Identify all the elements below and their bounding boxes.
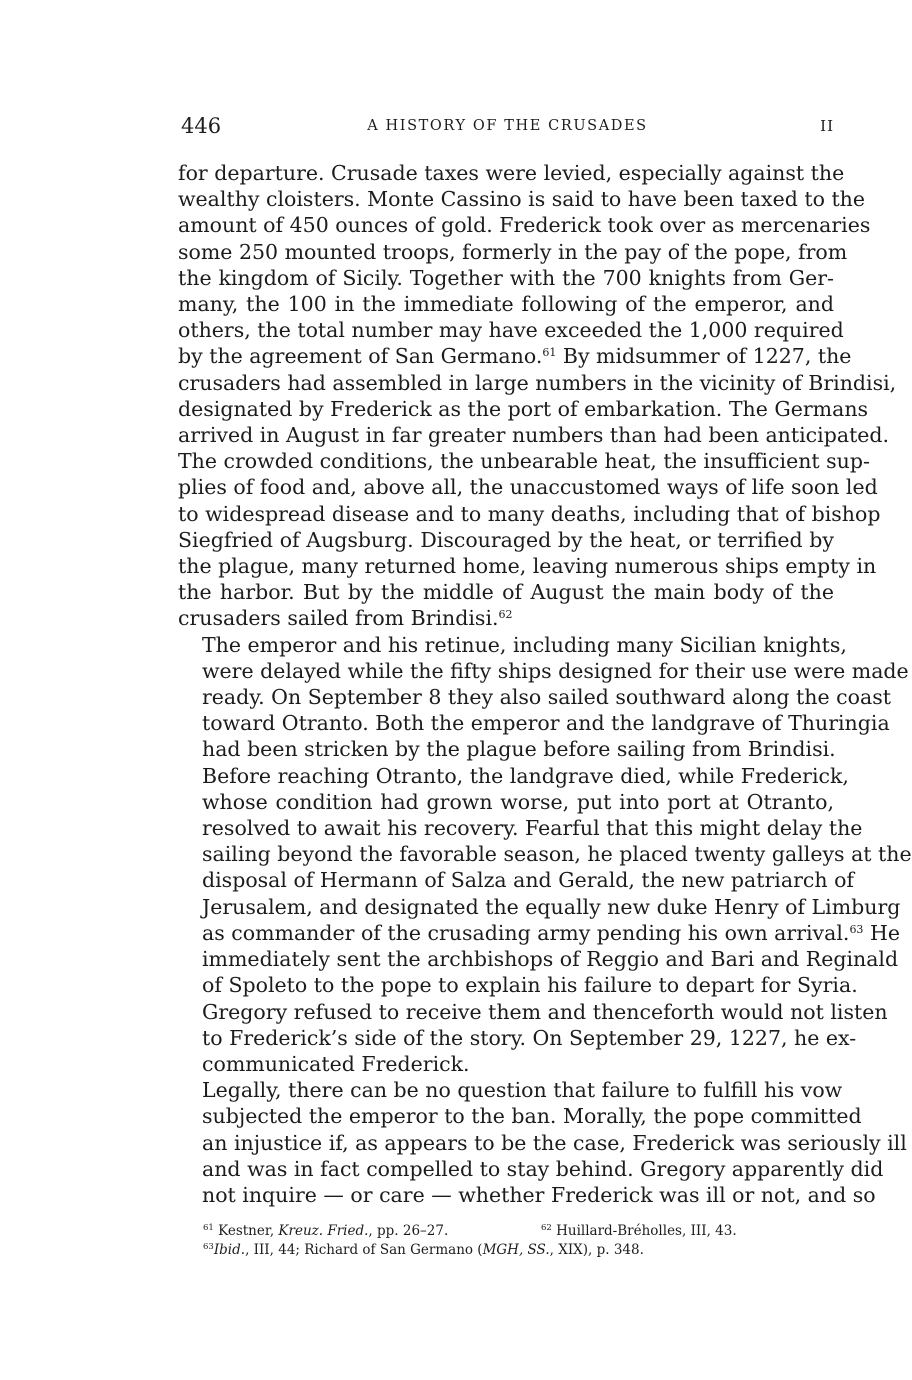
text-line: immediately sent the archbishops of Reggio and Bari and Reginald — [202, 947, 899, 972]
text-line: crusaders had assembled in large numbers in the vicinity of Brindisi, — [178, 370, 897, 395]
text-line: many, the 100 in the immediate following of the emperor, and — [178, 292, 834, 317]
text-line: plies of food and, above all, the unaccustomed ways of life soon led — [178, 475, 878, 500]
footnote-62 — [541, 1222, 737, 1241]
footnote-text: Huillard-Bréholles, III, 43. — [551, 1223, 737, 1239]
text-line: were delayed while the fifty ships designed for their use were made — [202, 658, 909, 683]
text-line: others, the total number may have exceeded the 1,000 required — [178, 318, 844, 343]
paragraph-1 — [178, 160, 897, 632]
text-line: The emperor and his retinue, including many Sicilian knights, — [202, 632, 847, 657]
footnote-row — [203, 1222, 763, 1241]
text-line: an injustice if, as appears to be the case, Frederick was seriously ill — [202, 1130, 907, 1155]
text-line: not inquire — or care — whether Frederick was ill or not, and so — [202, 1182, 876, 1207]
text-line: arrived in August in far greater numbers than had been anticipated. — [178, 423, 890, 448]
text-line: for departure. Crusade taxes were levied, especially against the — [178, 161, 845, 185]
text-line: Legally, there can be no question that failure to fulfill his vow — [202, 1078, 843, 1103]
text-line: toward Otranto. Both the emperor and the landgrave of Thuringia — [202, 711, 890, 736]
text-line: and was in fact compelled to stay behind. Gregory apparently did — [202, 1156, 884, 1181]
text-segment: by the agreement of San Germano. — [178, 344, 543, 369]
text-line: the harbor. But by the middle of August the main body of the — [178, 580, 834, 605]
running-title: A HISTORY OF THE CRUSADES — [367, 118, 648, 134]
paragraph-2 — [178, 632, 912, 1077]
text-line: Before reaching Otranto, the landgrave died, while Frederick, — [202, 763, 849, 788]
text-line: Gregory refused to receive them and thenceforth would not listen — [202, 999, 888, 1024]
footnotes — [203, 1222, 763, 1260]
footnote-ref-61[interactable]: 61 — [542, 346, 557, 360]
text-line: whose condition had grown worse, put into port at Otranto, — [202, 789, 834, 814]
text-line: Jerusalem, and designated the equally new duke Henry of Limburg — [202, 894, 901, 919]
text-segment: He — [863, 920, 900, 945]
footnote-row — [203, 1241, 763, 1260]
text-line: sailing beyond the favorable season, he placed twenty galleys at the — [202, 842, 912, 867]
text-line — [178, 920, 900, 946]
running-header — [181, 114, 834, 142]
text-line: of Spoleto to the pope to explain his failure to depart for Syria. — [202, 973, 858, 998]
text-line: some 250 mounted troops, formerly in the pay of the pope, from — [178, 239, 848, 264]
footnote-number: 62 — [541, 1223, 552, 1233]
footnote-63 — [203, 1242, 644, 1258]
text-line: ready. On September 8 they also sailed southward along the coast — [202, 685, 891, 710]
text-line: designated by Frederick as the port of embarkation. The Germans — [178, 396, 869, 421]
text-line: amount of 450 ounces of gold. Frederick took over as mercenaries — [178, 213, 871, 238]
text-line: disposal of Hermann of Salza and Gerald, the new patriarch of — [202, 868, 855, 893]
text-segment: crusaders sailed from Brindisi. — [178, 606, 499, 631]
text-line: had been stricken by the plague before sailing from Brindisi. — [202, 737, 836, 762]
footnote-text: , III, 44; Richard of San Germano ( — [245, 1242, 483, 1258]
text-line — [178, 605, 834, 631]
text-line: the plague, many returned home, leaving numerous ships empty in — [178, 554, 877, 579]
text-line: resolved to await his recovery. Fearful that this might delay the — [202, 816, 863, 841]
text-line: wealthy cloisters. Monte Cassino is said to have been taxed to the — [178, 187, 866, 212]
footnote-title: MGH, SS. — [482, 1242, 550, 1258]
footnote-61 — [203, 1223, 448, 1239]
text-line: the kingdom of Sicily. Together with the 700 knights from Ger- — [178, 265, 834, 290]
text-segment: By midsummer of 1227, the — [556, 344, 852, 369]
footnote-ref-62[interactable]: 62 — [498, 608, 513, 622]
text-line: The crowded conditions, the unbearable heat, the insufficient sup- — [178, 449, 870, 474]
paragraph-3 — [178, 1077, 907, 1208]
footnote-title: Ibid. — [213, 1242, 246, 1258]
footnote-number: 61 — [203, 1223, 214, 1233]
footnote-title: Kreuz. Fried. — [278, 1223, 369, 1239]
footnote-ref-63[interactable]: 63 — [849, 922, 864, 936]
text-segment: as commander of the crusading army pending his own arrival. — [202, 920, 850, 945]
volume-number: II — [820, 117, 834, 135]
text-line: subjected the emperor to the ban. Morally, the pope committed — [202, 1104, 862, 1129]
body-text — [178, 160, 912, 1208]
text-line: Siegfried of Augsburg. Discouraged by the heat, or terrified by — [178, 527, 834, 552]
footnote-number: 63 — [203, 1242, 214, 1252]
footnote-text: , pp. 26–27. — [368, 1223, 449, 1239]
text-line: to widespread disease and to many deaths, including that of bishop — [178, 501, 881, 526]
text-line: communicated Frederick. — [202, 1051, 470, 1076]
footnote-text: Kestner, — [213, 1223, 279, 1239]
text-line: to Frederick’s side of the story. On September 29, 1227, he ex- — [202, 1025, 857, 1050]
page-number: 446 — [181, 114, 222, 138]
footnote-text: , XIX), p. 348. — [549, 1242, 644, 1258]
text-line — [178, 343, 852, 369]
